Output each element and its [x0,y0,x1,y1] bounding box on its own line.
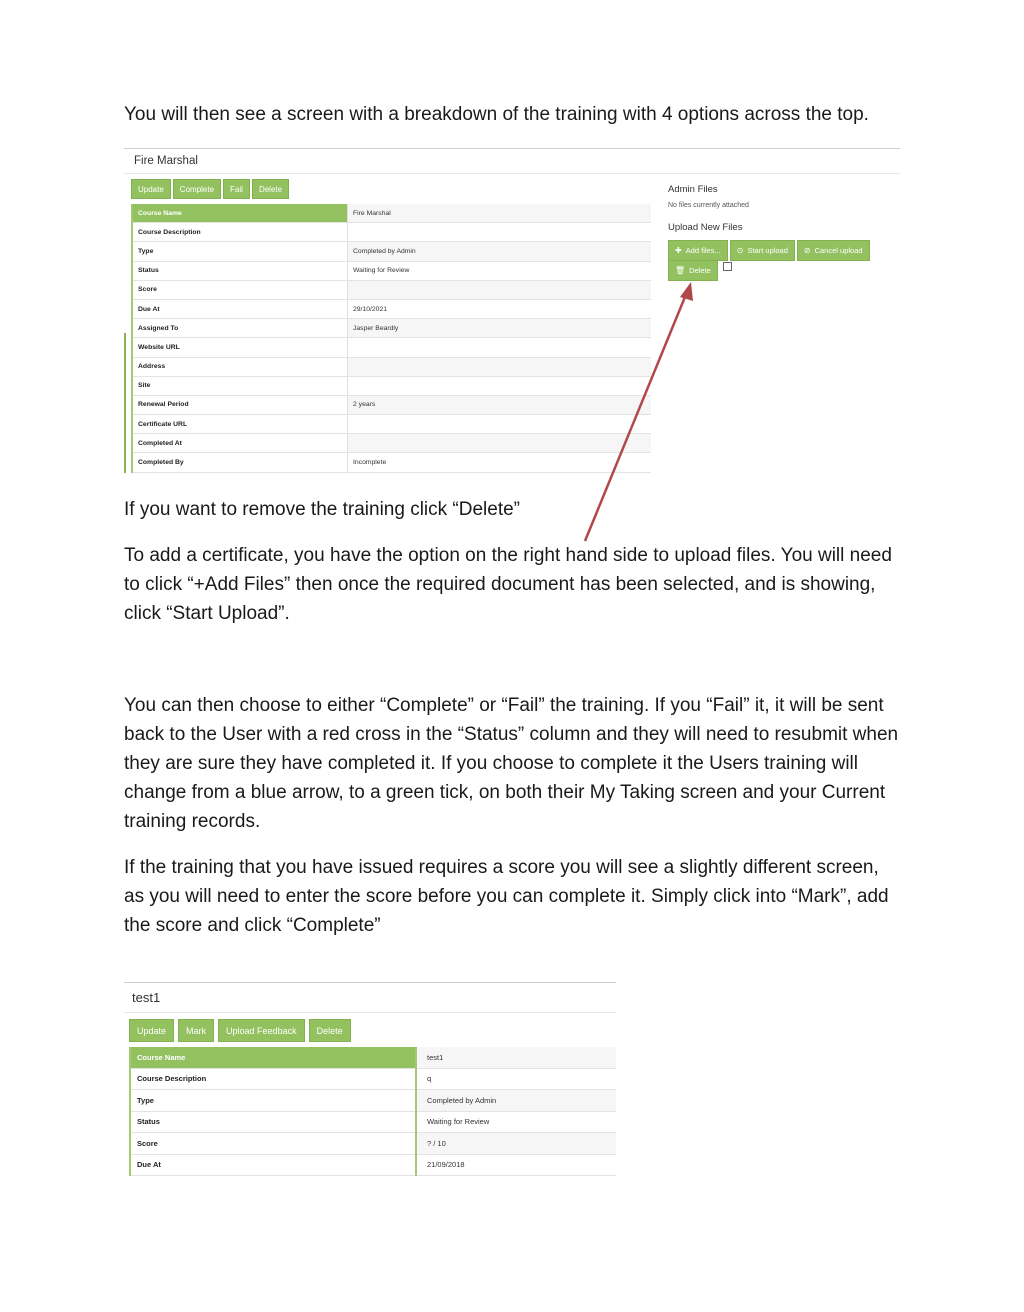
add-files-button[interactable] [668,240,728,261]
update-button[interactable]: Update [129,1019,174,1042]
row-value: ? / 10 [416,1133,616,1155]
plus-icon: ✚ [675,246,682,255]
delete-files-label: Delete [689,266,711,275]
start-upload-button[interactable] [730,240,795,261]
row-label: Site [132,376,348,395]
row-label: Score [132,280,348,299]
no-files-text: No files currently attached [668,202,749,209]
mark-button[interactable]: Mark [178,1019,214,1042]
upload-feedback-button[interactable]: Upload Feedback [218,1019,305,1042]
update-button[interactable]: Update [131,179,171,199]
row-label: Due At [132,299,348,318]
row-label: Renewal Period [132,395,348,414]
training-detail-screenshot [124,148,900,476]
row-value [348,280,652,299]
row-label: Address [132,357,348,376]
complete-button[interactable]: Complete [173,179,221,199]
remove-paragraph: If you want to remove the training click “Delete” [124,499,521,520]
intro-paragraph: You will then see a screen with a breakdown of the training with 4 options across the top. [124,104,869,125]
add-files-label: Add files... [685,246,721,255]
table-row [132,299,651,318]
table-row [130,1090,616,1112]
row-value: test1 [416,1047,616,1068]
row-label: Course Description [132,223,348,242]
training-title: test1 [132,990,161,1005]
table-row [132,415,651,434]
row-value: 29/10/2021 [348,299,652,318]
row-value [348,415,652,434]
select-checkbox[interactable] [723,262,732,271]
row-value [348,357,652,376]
score-paragraph: If the training that you have issued requires a score you will see a slightly different screen, as you will need to enter the score before you can complete it. Simply click into “Mark”, add the score and click “Complete” [124,857,889,936]
row-value: Completed by Admin [348,242,652,261]
delete-button[interactable]: Delete [309,1019,351,1042]
row-label: Assigned To [132,319,348,338]
row-label: Completed At [132,434,348,453]
upload-circle-icon: ⊙ [736,246,744,255]
table-row [130,1111,616,1133]
table-row [132,395,651,414]
row-value: Jasper Beardly [348,319,652,338]
delete-files-button[interactable] [668,260,718,281]
table-row [130,1068,616,1090]
cancel-upload-button[interactable] [797,240,870,261]
row-value: Waiting for Review [348,261,652,280]
training-title: Fire Marshal [134,155,198,167]
training-info-table [131,204,651,473]
row-value [348,434,652,453]
complete-fail-paragraph: You can then choose to either “Complete” or “Fail” the training. If you “Fail” it, it will be sent back to the User with a red cross in the “Status” column and they will need to resubmit when they are sure they have completed it. If you choose to complete it the Users training will change from a blue arrow, to a green tick, on both their My Taking screen and your Current training records. [124,695,899,832]
action-toolbar [129,1019,355,1042]
row-value: Completed by Admin [416,1090,616,1112]
row-label: Score [130,1133,416,1155]
table-row [130,1154,616,1176]
row-label: Course Name [130,1047,416,1068]
certificate-paragraph: To add a certificate, you have the option on the right hand side to upload files. You will need to click “+Add Files” then once the required document has been selected, and is showing, click “Start Upload”. [124,545,892,624]
row-value: 2 years [348,395,652,414]
table-row [132,376,651,395]
fail-button[interactable]: Fail [223,179,250,199]
row-label: Website URL [132,338,348,357]
row-value: Waiting for Review [416,1111,616,1133]
table-row [132,223,651,242]
row-label: Certificate URL [132,415,348,434]
row-label: Course Description [130,1068,416,1090]
table-row [130,1133,616,1155]
training-info-table [129,1047,616,1176]
row-label: Due At [130,1154,416,1176]
table-row [132,319,651,338]
row-label: Type [130,1090,416,1112]
admin-files-heading: Admin Files [668,184,718,195]
table-row [132,204,651,223]
row-value: Incomplete [348,453,652,472]
row-value: Fire Marshal [348,204,652,223]
row-value [348,223,652,242]
table-row [132,357,651,376]
table-row [132,338,651,357]
row-value [348,338,652,357]
row-value [348,376,652,395]
delete-button[interactable]: Delete [252,179,289,199]
row-label: Type [132,242,348,261]
table-row [132,434,651,453]
table-row [130,1047,616,1068]
table-row [132,280,651,299]
file-panel [668,184,898,275]
action-toolbar [131,179,291,199]
trash-icon: 🗑 [675,266,686,275]
row-label: Course Name [132,204,348,223]
table-row [132,261,651,280]
table-row [132,242,651,261]
start-upload-label: Start upload [747,246,788,255]
row-value: q [416,1068,616,1090]
row-label: Completed By [132,453,348,472]
upload-new-files-heading: Upload New Files [668,222,743,233]
ban-icon: ⊘ [803,246,811,255]
row-label: Status [130,1111,416,1133]
row-value: 21/09/2018 [416,1154,616,1176]
row-label: Status [132,261,348,280]
cancel-upload-label: Cancel upload [814,246,863,255]
scored-training-screenshot [124,982,616,1178]
table-row [132,453,651,472]
